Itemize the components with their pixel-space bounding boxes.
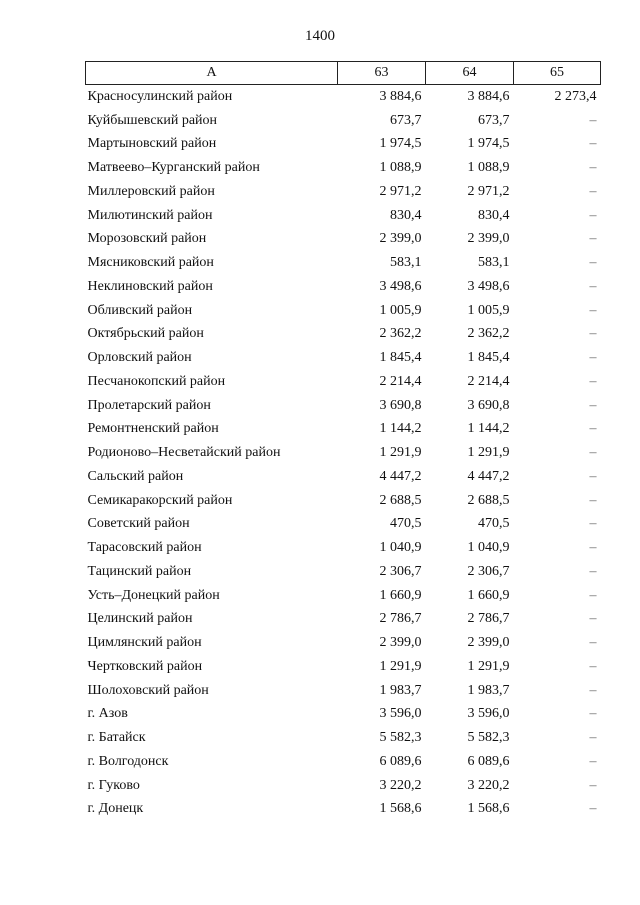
cell-63: 583,1 bbox=[390, 255, 422, 271]
table-row bbox=[86, 299, 601, 323]
cell-63: 4 447,2 bbox=[379, 468, 422, 484]
row-name: Песчанокопский район bbox=[87, 373, 226, 389]
row-name: г. Волгодонск bbox=[87, 753, 169, 769]
cell-65: – bbox=[589, 231, 597, 247]
table-row bbox=[86, 513, 601, 537]
cell-64: 1 660,9 bbox=[467, 587, 510, 603]
cell-63: 830,4 bbox=[390, 207, 422, 223]
row-name: г. Гуково bbox=[87, 777, 140, 793]
cell-64: 1 983,7 bbox=[467, 682, 510, 698]
cell-65: – bbox=[589, 587, 597, 603]
cell-64: 4 447,2 bbox=[467, 468, 510, 484]
cell-64: 1 088,9 bbox=[467, 160, 510, 176]
cell-64: 1 040,9 bbox=[467, 540, 510, 556]
table-row bbox=[86, 204, 601, 228]
row-name: Советский район bbox=[87, 516, 190, 532]
row-name: Орловский район bbox=[87, 350, 192, 366]
cell-64: 2 971,2 bbox=[467, 183, 510, 199]
table-row bbox=[86, 180, 601, 204]
table-row bbox=[86, 275, 601, 299]
row-name: г. Батайск bbox=[87, 730, 146, 746]
table-row bbox=[86, 441, 601, 465]
row-name: Матвеево–Курганский район bbox=[87, 160, 260, 176]
cell-65: – bbox=[589, 183, 597, 199]
table-row bbox=[86, 679, 601, 703]
cell-65: – bbox=[589, 373, 597, 389]
cell-64: 470,5 bbox=[478, 516, 510, 532]
row-name: Семикаракорский район bbox=[87, 492, 233, 508]
cell-64: 1 568,6 bbox=[467, 801, 510, 817]
cell-63: 5 582,3 bbox=[379, 730, 422, 746]
cell-65: – bbox=[589, 255, 597, 271]
row-name: Октябрьский район bbox=[87, 326, 204, 342]
row-name: Пролетарский район bbox=[87, 397, 211, 413]
cell-63: 1 088,9 bbox=[379, 160, 422, 176]
cell-63: 2 306,7 bbox=[379, 563, 422, 579]
cell-63: 2 214,4 bbox=[379, 373, 422, 389]
cell-65: – bbox=[589, 397, 597, 413]
row-name: Чертковский район bbox=[87, 658, 203, 674]
cell-64: 2 306,7 bbox=[467, 563, 510, 579]
cell-65: – bbox=[589, 611, 597, 627]
header-cell-64: 64 bbox=[426, 62, 514, 85]
table-row bbox=[86, 655, 601, 679]
cell-65: – bbox=[589, 278, 597, 294]
table-row bbox=[86, 798, 601, 822]
cell-65: – bbox=[589, 658, 597, 674]
row-name: Обливский район bbox=[87, 302, 193, 318]
table-row bbox=[86, 703, 601, 727]
cell-63: 3 690,8 bbox=[379, 397, 422, 413]
row-name: г. Донецк bbox=[87, 801, 144, 817]
row-name: Цимлянский район bbox=[87, 635, 202, 651]
cell-64: 583,1 bbox=[478, 255, 510, 271]
cell-65: – bbox=[589, 468, 597, 484]
cell-65: – bbox=[589, 350, 597, 366]
table-row bbox=[86, 85, 601, 109]
cell-65: – bbox=[589, 540, 597, 556]
cell-63: 1 660,9 bbox=[379, 587, 422, 603]
row-name: Тарасовский район bbox=[87, 540, 202, 556]
header-cell-65: 65 bbox=[514, 62, 601, 85]
cell-63: 1 291,9 bbox=[379, 658, 422, 674]
table-header bbox=[86, 62, 601, 85]
cell-64: 1 291,9 bbox=[467, 445, 510, 461]
cell-64: 2 786,7 bbox=[467, 611, 510, 627]
cell-64: 1 144,2 bbox=[467, 421, 510, 437]
cell-64: 1 291,9 bbox=[467, 658, 510, 674]
cell-63: 1 144,2 bbox=[379, 421, 422, 437]
cell-63: 2 399,0 bbox=[379, 635, 422, 651]
cell-63: 2 786,7 bbox=[379, 611, 422, 627]
table-row bbox=[86, 584, 601, 608]
cell-63: 3 498,6 bbox=[379, 278, 422, 294]
cell-63: 3 220,2 bbox=[379, 777, 422, 793]
table-row bbox=[86, 631, 601, 655]
table-row bbox=[86, 726, 601, 750]
cell-63: 2 971,2 bbox=[379, 183, 422, 199]
cell-65: – bbox=[589, 730, 597, 746]
cell-63: 1 005,9 bbox=[379, 302, 422, 318]
cell-65: – bbox=[589, 136, 597, 152]
cell-65: – bbox=[589, 421, 597, 437]
cell-65: – bbox=[589, 160, 597, 176]
cell-65: – bbox=[589, 207, 597, 223]
cell-63: 1 983,7 bbox=[379, 682, 422, 698]
cell-64: 1 845,4 bbox=[467, 350, 510, 366]
row-name: Сальский район bbox=[87, 468, 184, 484]
cell-64: 2 399,0 bbox=[467, 231, 510, 247]
cell-64: 1 005,9 bbox=[467, 302, 510, 318]
cell-63: 3 884,6 bbox=[379, 88, 422, 104]
cell-65: – bbox=[589, 635, 597, 651]
cell-65: – bbox=[589, 563, 597, 579]
header-cell-a: A bbox=[86, 62, 338, 85]
cell-64: 830,4 bbox=[478, 207, 510, 223]
cell-63: 2 399,0 bbox=[379, 231, 422, 247]
row-name: Миллеровский район bbox=[87, 183, 215, 199]
cell-65: – bbox=[589, 682, 597, 698]
table-row bbox=[86, 465, 601, 489]
cell-64: 1 974,5 bbox=[467, 136, 510, 152]
row-name: Ремонтненский район bbox=[87, 421, 219, 437]
cell-65: – bbox=[589, 326, 597, 342]
cell-63: 3 596,0 bbox=[379, 706, 422, 722]
row-name: Милютинский район bbox=[87, 207, 213, 223]
cell-65: – bbox=[589, 777, 597, 793]
cell-64: 3 220,2 bbox=[467, 777, 510, 793]
cell-64: 2 688,5 bbox=[467, 492, 510, 508]
row-name: Морозовский район bbox=[87, 231, 207, 247]
cell-64: 3 596,0 bbox=[467, 706, 510, 722]
cell-64: 2 214,4 bbox=[467, 373, 510, 389]
cell-63: 2 362,2 bbox=[379, 326, 422, 342]
row-name: Шолоховский район bbox=[87, 682, 209, 698]
cell-63: 1 291,9 bbox=[379, 445, 422, 461]
cell-64: 2 362,2 bbox=[467, 326, 510, 342]
cell-63: 673,7 bbox=[390, 112, 422, 128]
cell-63: 6 089,6 bbox=[379, 753, 422, 769]
cell-64: 2 399,0 bbox=[467, 635, 510, 651]
table-row bbox=[86, 750, 601, 774]
row-name: Мясниковский район bbox=[87, 255, 214, 271]
cell-65: – bbox=[589, 753, 597, 769]
row-name: Мартыновский район bbox=[87, 136, 217, 152]
row-name: Куйбышевский район bbox=[87, 112, 218, 128]
table-row bbox=[86, 536, 601, 560]
cell-64: 6 089,6 bbox=[467, 753, 510, 769]
row-name: Тацинский район bbox=[87, 563, 192, 579]
row-name: Родионово–Несветайский район bbox=[87, 445, 281, 461]
row-name: Неклиновский район bbox=[87, 278, 213, 294]
cell-64: 5 582,3 bbox=[467, 730, 510, 746]
table-row bbox=[86, 608, 601, 632]
table-row bbox=[86, 394, 601, 418]
table-row bbox=[86, 370, 601, 394]
cell-64: 3 690,8 bbox=[467, 397, 510, 413]
header-cell-63: 63 bbox=[338, 62, 426, 85]
table-row bbox=[86, 133, 601, 157]
cell-65: – bbox=[589, 706, 597, 722]
cell-63: 470,5 bbox=[390, 516, 422, 532]
table-row bbox=[86, 489, 601, 513]
cell-64: 3 498,6 bbox=[467, 278, 510, 294]
cell-63: 2 688,5 bbox=[379, 492, 422, 508]
header-row bbox=[86, 62, 601, 85]
page-number: 1400 bbox=[305, 28, 335, 44]
table-body bbox=[86, 85, 601, 822]
row-name: Целинский район bbox=[87, 611, 193, 627]
table-row bbox=[86, 251, 601, 275]
table-row bbox=[86, 156, 601, 180]
cell-65: – bbox=[589, 445, 597, 461]
row-name: Усть–Донецкий район bbox=[87, 587, 220, 603]
table-row bbox=[86, 774, 601, 798]
table-row bbox=[86, 346, 601, 370]
table-row bbox=[86, 109, 601, 133]
row-name: Красносулинский район bbox=[87, 88, 233, 104]
cell-65: 2 273,4 bbox=[554, 88, 597, 104]
table-row bbox=[86, 418, 601, 442]
table-row bbox=[86, 228, 601, 252]
cell-63: 1 845,4 bbox=[379, 350, 422, 366]
cell-65: – bbox=[589, 492, 597, 508]
cell-63: 1 974,5 bbox=[379, 136, 422, 152]
cell-65: – bbox=[589, 302, 597, 318]
cell-64: 3 884,6 bbox=[467, 88, 510, 104]
table-row bbox=[86, 323, 601, 347]
cell-65: – bbox=[589, 112, 597, 128]
cell-65: – bbox=[589, 801, 597, 817]
cell-63: 1 568,6 bbox=[379, 801, 422, 817]
data-table bbox=[85, 61, 601, 821]
cell-65: – bbox=[589, 516, 597, 532]
table-row bbox=[86, 560, 601, 584]
row-name: г. Азов bbox=[87, 706, 128, 722]
cell-64: 673,7 bbox=[478, 112, 510, 128]
cell-63: 1 040,9 bbox=[379, 540, 422, 556]
